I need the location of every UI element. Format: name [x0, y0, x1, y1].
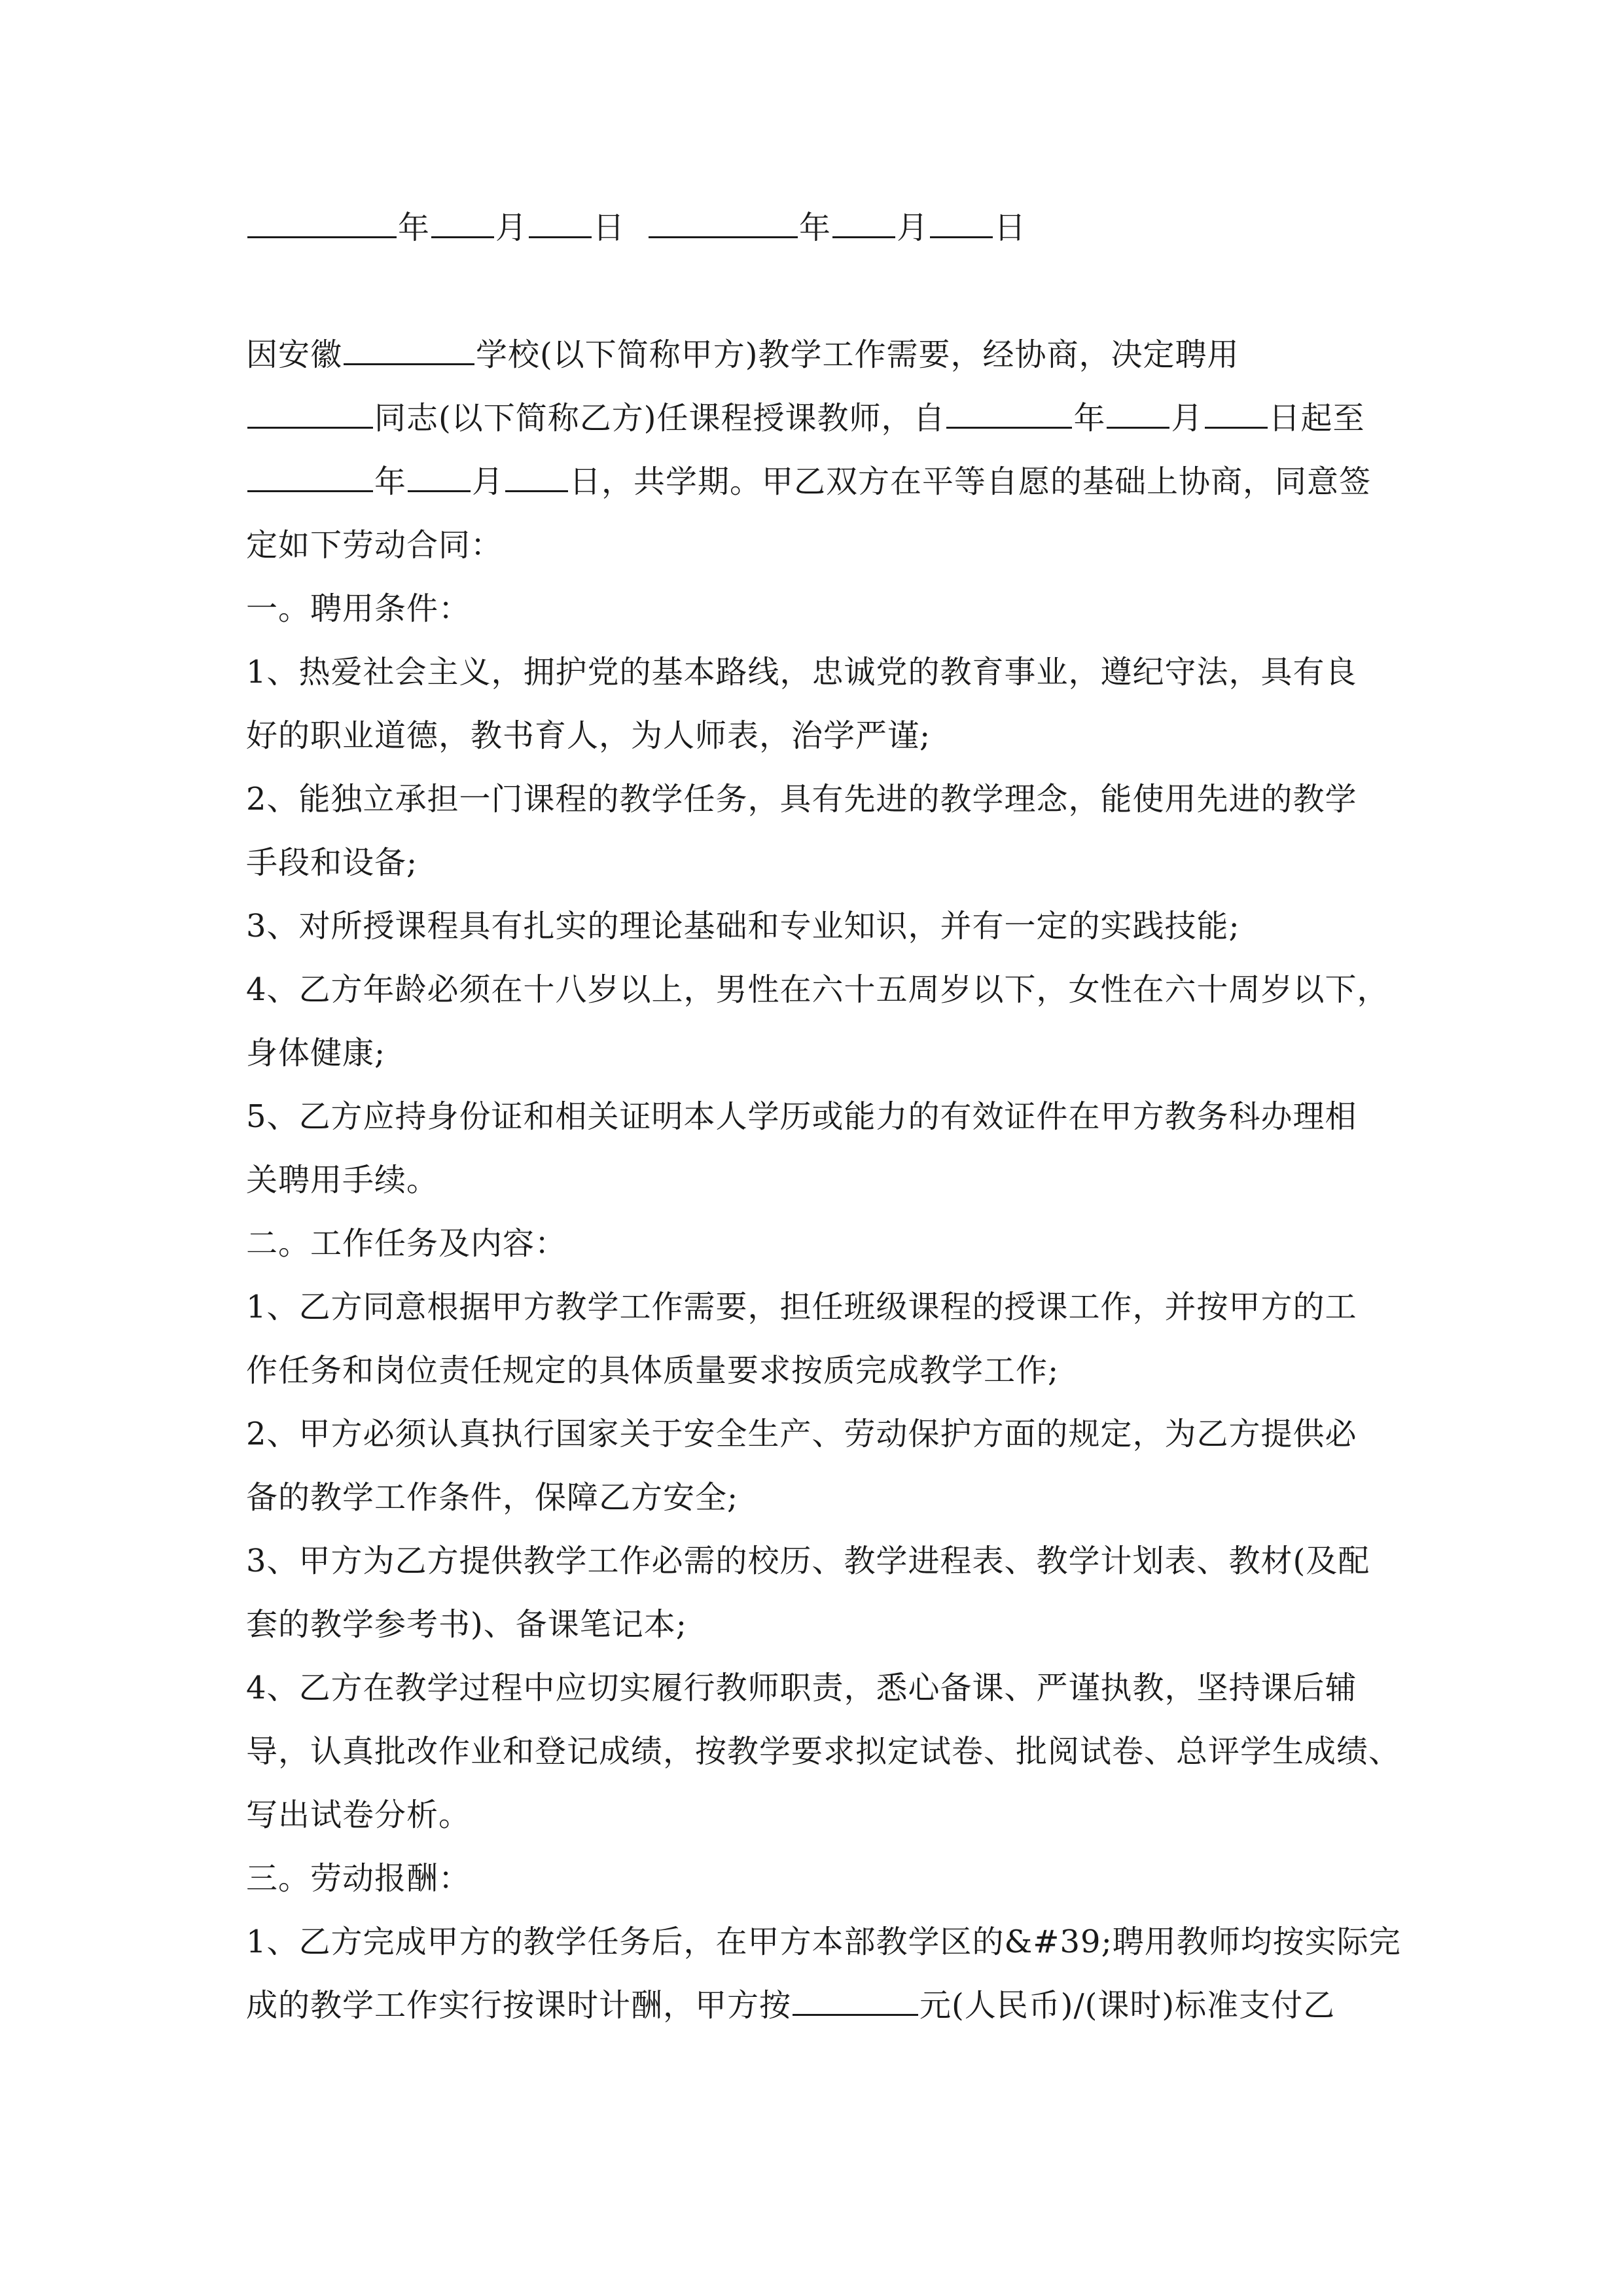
- clause-line: 好的职业道德，教书育人，为人师表，治学严谨;: [246, 717, 931, 754]
- year-label: 年: [374, 463, 407, 500]
- day-label: 日: [593, 209, 626, 246]
- day-blank[interactable]: [930, 198, 993, 238]
- month-label: 月: [495, 209, 528, 246]
- end-year-blank[interactable]: [247, 452, 373, 492]
- year-label: 年: [799, 209, 832, 246]
- clause-line: 套的教学参考书)、备课笔记本;: [246, 1606, 687, 1643]
- intro-text: 日，共学期。甲乙双方在平等自愿的基础上协商，同意签: [569, 463, 1372, 500]
- year-blank[interactable]: [247, 198, 397, 238]
- section-title: 三。劳动报酬：: [246, 1860, 471, 1897]
- section-title: 一。聘用条件：: [246, 590, 471, 627]
- clause-line: 5、乙方应持身份证和相关证明本人学历或能力的有效证件在甲方教务科办理相: [246, 1098, 1357, 1135]
- start-year-blank[interactable]: [946, 389, 1072, 429]
- clause-line: 3、对所授课程具有扎实的理论基础和专业知识，并有一定的实践技能;: [246, 908, 1240, 944]
- clause-line: 1、乙方同意根据甲方教学工作需要，担任班级课程的授课工作，并按甲方的工: [246, 1289, 1357, 1325]
- end-day-blank[interactable]: [505, 452, 568, 492]
- clause-text: 成的教学工作实行按课时计酬，甲方按: [246, 1987, 792, 2024]
- intro-text: 日起至: [1268, 400, 1365, 437]
- intro-text: 因安徽: [246, 336, 343, 373]
- clause-line: 4、乙方在教学过程中应切实履行教师职责，悉心备课、严谨执教，坚持课后辅: [246, 1670, 1357, 1706]
- clause-line: 3、甲方为乙方提供教学工作必需的校历、教学进程表、教学计划表、教材(及配: [246, 1543, 1370, 1579]
- intro-text: 学校(以下简称甲方)教学工作需要，经协商，决定聘用: [476, 336, 1240, 373]
- start-month-blank[interactable]: [1107, 389, 1169, 429]
- clause-line: 身体健康;: [246, 1035, 386, 1071]
- year-blank[interactable]: [649, 198, 798, 238]
- hourly-rate-blank[interactable]: [793, 1976, 918, 2016]
- year-label: 年: [1073, 400, 1106, 437]
- clause-line: 作任务和岗位责任规定的具体质量要求按质完成教学工作;: [246, 1352, 1060, 1389]
- month-label: 月: [472, 463, 505, 500]
- month-label: 月: [897, 209, 929, 246]
- clause-line: 导，认真批改作业和登记成绩，按教学要求拟定试卷、批阅试卷、总评学生成绩、: [246, 1733, 1401, 1770]
- month-blank[interactable]: [431, 198, 494, 238]
- clause-line: 2、甲方必须认真执行国家关于安全生产、劳动保护方面的规定，为乙方提供必: [246, 1416, 1357, 1452]
- clause-line: 备的教学工作条件，保障乙方安全;: [246, 1479, 739, 1516]
- contract-body: [246, 196, 1401, 2037]
- start-day-blank[interactable]: [1205, 389, 1268, 429]
- clause-line: 关聘用手续。: [246, 1162, 439, 1198]
- clause-line: 2、能独立承担一门课程的教学任务，具有先进的教学理念，能使用先进的教学: [246, 781, 1357, 817]
- month-blank[interactable]: [832, 198, 895, 238]
- clause-line: 4、乙方年龄必须在十八岁以上，男性在六十五周岁以下，女性在六十周岁以下，: [246, 971, 1389, 1008]
- intro-text: 同志(以下简称乙方)任课程授课教师，自: [374, 400, 946, 437]
- clause-line: 1、热爱社会主义，拥护党的基本路线，忠诚党的教育事业，遵纪守法，具有良: [246, 654, 1357, 691]
- year-label: 年: [398, 209, 431, 246]
- clause-text: 元(人民币)/(课时)标准支付乙: [919, 1987, 1336, 2024]
- intro-line: 定如下劳动合同：: [246, 527, 503, 564]
- day-label: 日: [994, 209, 1027, 246]
- clause-line: 1、乙方完成甲方的教学任务后，在甲方本部教学区的&#39;聘用教师均按实际完: [246, 1924, 1401, 1960]
- intro-line: [246, 387, 1385, 450]
- section-title: 二。工作任务及内容：: [246, 1225, 567, 1262]
- clause-line: [246, 1974, 1385, 2037]
- signature-date-line: [246, 196, 1385, 260]
- end-month-blank[interactable]: [408, 452, 471, 492]
- month-label: 月: [1171, 400, 1204, 437]
- school-name-blank[interactable]: [344, 325, 474, 365]
- day-blank[interactable]: [529, 198, 592, 238]
- intro-line: [246, 323, 1385, 387]
- intro-line: [246, 450, 1385, 514]
- teacher-name-blank[interactable]: [247, 389, 373, 429]
- clause-line: 写出试卷分析。: [246, 1797, 471, 1833]
- clause-line: 手段和设备;: [246, 844, 418, 881]
